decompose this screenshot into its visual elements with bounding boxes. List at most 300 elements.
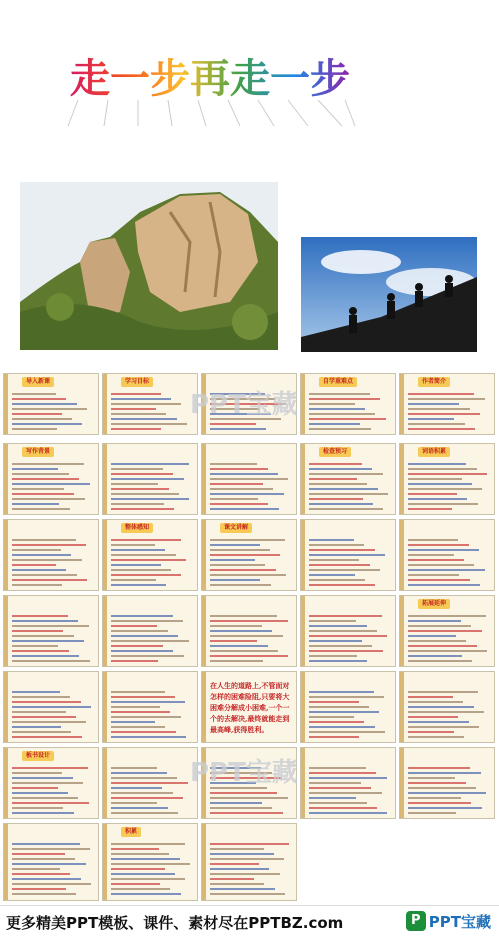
slide-thumbnail[interactable] bbox=[102, 595, 198, 667]
title-reflection bbox=[68, 100, 355, 126]
slide-text-line bbox=[309, 473, 383, 475]
slide-thumbnail[interactable] bbox=[3, 595, 99, 667]
slide-border-bar bbox=[103, 672, 107, 742]
slide-text-line bbox=[408, 508, 452, 510]
slide-text-line bbox=[309, 812, 387, 814]
watermark: PPT宝藏 bbox=[190, 390, 298, 420]
slide-text-line bbox=[12, 408, 87, 410]
slide-text-line bbox=[12, 853, 65, 855]
slide-text-line bbox=[210, 498, 258, 500]
slide-text-line bbox=[309, 706, 369, 708]
slide-text-line bbox=[111, 716, 181, 718]
slide-text-line bbox=[408, 463, 466, 465]
slide-text-line bbox=[210, 660, 263, 662]
slide-border-bar bbox=[4, 824, 8, 900]
slide-text-line bbox=[111, 584, 166, 586]
slide-text-line bbox=[12, 625, 89, 627]
slide-text-line bbox=[210, 630, 272, 632]
slide-border-bar bbox=[4, 596, 8, 666]
slide-text-line bbox=[12, 701, 81, 703]
slide-border-bar bbox=[103, 596, 107, 666]
slide-body-text bbox=[111, 688, 191, 738]
slide-text-line bbox=[309, 503, 373, 505]
slide-border-bar bbox=[103, 444, 107, 514]
slide-text-line bbox=[12, 463, 84, 465]
slide-border-bar bbox=[103, 824, 107, 900]
slide-text-line bbox=[210, 625, 262, 627]
slide-text-line bbox=[309, 498, 363, 500]
slide-text-line bbox=[111, 843, 185, 845]
slide-text-line bbox=[12, 630, 63, 632]
slide-text-line bbox=[210, 848, 264, 850]
slide-thumbnail[interactable] bbox=[201, 823, 297, 901]
slide-text-line bbox=[111, 539, 181, 541]
slide-caption: 课文讲解 bbox=[220, 523, 252, 533]
slide-text-line bbox=[111, 706, 160, 708]
slide-border-bar bbox=[301, 596, 305, 666]
slide-text-line bbox=[309, 731, 385, 733]
slide-text-line bbox=[408, 782, 466, 784]
slide-text-line bbox=[210, 478, 288, 480]
slide-text-line bbox=[408, 488, 482, 490]
slide-text-line bbox=[12, 393, 56, 395]
footer-bar bbox=[0, 905, 499, 936]
slide-body-text bbox=[111, 390, 191, 430]
slide-text-line bbox=[309, 508, 383, 510]
slide-text-line bbox=[111, 408, 156, 410]
slide-text-line bbox=[309, 792, 382, 794]
slide-text-line bbox=[309, 782, 361, 784]
slide-text-line bbox=[210, 544, 260, 546]
slide-text-line bbox=[111, 721, 155, 723]
slide-text-line bbox=[111, 888, 170, 890]
slide-text-line bbox=[210, 853, 274, 855]
slide-text-line bbox=[12, 488, 64, 490]
slide-border-bar bbox=[202, 672, 206, 742]
slide-text-line bbox=[210, 650, 278, 652]
slide-text-line bbox=[309, 403, 355, 405]
slide-text-line bbox=[309, 625, 367, 627]
slide-text-line bbox=[309, 736, 359, 738]
hikers-photo bbox=[301, 237, 477, 352]
slide-text-line bbox=[111, 787, 162, 789]
slide-text-line bbox=[408, 620, 461, 622]
slide-text-line bbox=[12, 403, 77, 405]
slide-text-line bbox=[309, 574, 355, 576]
slide-text-line bbox=[111, 807, 168, 809]
slide-text-line bbox=[12, 650, 69, 652]
slide-thumbnail[interactable] bbox=[3, 823, 99, 901]
slide-thumbnail[interactable] bbox=[3, 443, 99, 515]
slide-text-line bbox=[408, 660, 472, 662]
slide-text-line bbox=[210, 539, 285, 541]
slide-text-line bbox=[309, 418, 386, 420]
slide-text-line bbox=[210, 858, 284, 860]
slide-text-line bbox=[210, 797, 288, 799]
slide-text-line bbox=[12, 428, 57, 430]
slide-text-line bbox=[111, 650, 173, 652]
slide-text-line bbox=[408, 731, 454, 733]
slide-text-line bbox=[111, 393, 161, 395]
slide-text-line bbox=[309, 423, 360, 425]
slide-text-line bbox=[12, 772, 62, 774]
slide-border-bar bbox=[301, 748, 305, 818]
slide-text-line bbox=[408, 797, 461, 799]
slide-caption: 板书设计 bbox=[22, 751, 54, 761]
slide-text-line bbox=[309, 483, 367, 485]
slide-thumbnail[interactable] bbox=[399, 373, 495, 435]
slide-text-line bbox=[12, 736, 82, 738]
slide-text-line bbox=[12, 413, 62, 415]
slide-thumbnail[interactable] bbox=[399, 671, 495, 743]
slide-body-text bbox=[12, 840, 92, 896]
slide-thumbnail[interactable] bbox=[102, 443, 198, 515]
slide-text-line bbox=[111, 413, 166, 415]
slide-text-line bbox=[309, 655, 357, 657]
slide-text-line bbox=[309, 398, 380, 400]
slide-border-bar bbox=[301, 672, 305, 742]
slide-thumbnail[interactable] bbox=[300, 519, 396, 591]
slide-border-bar bbox=[400, 444, 404, 514]
footer-text[interactable]: 更多精美PPT模板、课件、素材尽在PPTBZ.com bbox=[6, 914, 344, 932]
slide-body-text bbox=[12, 612, 92, 662]
slide-text-line bbox=[12, 767, 88, 769]
logo-text: PPT宝藏 bbox=[428, 912, 491, 931]
slide-body-text bbox=[309, 688, 389, 738]
slide-text-line bbox=[111, 848, 159, 850]
slide-border-bar bbox=[301, 444, 305, 514]
slide-text-line bbox=[12, 777, 73, 779]
slide-border-bar bbox=[202, 824, 206, 900]
slide-text-line bbox=[111, 478, 184, 480]
slide-text-line bbox=[111, 696, 175, 698]
slide-thumbnail[interactable] bbox=[201, 443, 297, 515]
slide-body-text bbox=[309, 390, 389, 430]
footer-logo[interactable] bbox=[406, 911, 491, 931]
slide-text-line bbox=[111, 625, 157, 627]
slide-text-line bbox=[111, 873, 175, 875]
slide-body-text bbox=[210, 536, 290, 586]
slide-text-line bbox=[210, 802, 262, 804]
slide-border-bar bbox=[202, 596, 206, 666]
slide-text-line bbox=[111, 802, 157, 804]
slide-caption: 检查预习 bbox=[319, 447, 351, 457]
slide-border-bar bbox=[4, 444, 8, 514]
slide-text-line bbox=[210, 893, 285, 895]
slide-text-line bbox=[210, 640, 257, 642]
slide-text-line bbox=[12, 574, 77, 576]
slide-body-text bbox=[12, 460, 92, 510]
slide-text-line bbox=[111, 691, 165, 693]
slide-text-line bbox=[309, 716, 354, 718]
slide-text-line bbox=[408, 711, 484, 713]
slide-text-line bbox=[111, 508, 174, 510]
slide-text-line bbox=[12, 843, 80, 845]
slide-text-line bbox=[12, 645, 58, 647]
slide-text-line bbox=[12, 478, 79, 480]
slide-text-line bbox=[210, 473, 278, 475]
slide-text-line bbox=[111, 423, 187, 425]
slide-text-line bbox=[408, 423, 465, 425]
slide-text-line bbox=[12, 398, 66, 400]
slide-text-line bbox=[408, 630, 482, 632]
slide-body-text bbox=[12, 688, 92, 738]
slide-text-line bbox=[111, 630, 168, 632]
slide-text-line bbox=[408, 418, 454, 420]
slide-text-line bbox=[309, 772, 376, 774]
slide-text-line bbox=[210, 878, 254, 880]
slide-text-line bbox=[12, 483, 90, 485]
slide-text-line bbox=[408, 493, 457, 495]
slide-text-line bbox=[408, 564, 474, 566]
slide-text-line bbox=[111, 731, 176, 733]
slide-thumbnail[interactable] bbox=[102, 373, 198, 435]
slide-thumbnail[interactable] bbox=[102, 671, 198, 743]
slide-text-line bbox=[111, 772, 167, 774]
slide-text-line bbox=[309, 615, 382, 617]
slide-text-line bbox=[210, 620, 288, 622]
slide-text-line bbox=[12, 721, 86, 723]
slide-thumbnail-grid bbox=[0, 373, 499, 903]
slide-text-line bbox=[12, 549, 61, 551]
slide-text-line bbox=[111, 640, 189, 642]
slide-thumbnail[interactable] bbox=[399, 747, 495, 819]
slide-text-line bbox=[408, 473, 487, 475]
logo-badge-icon: P bbox=[406, 911, 426, 931]
slide-text-line bbox=[111, 554, 176, 556]
slide-text-line bbox=[309, 650, 383, 652]
slide-text-line bbox=[111, 701, 185, 703]
slide-text-line bbox=[12, 498, 85, 500]
slide-body-text bbox=[12, 764, 92, 814]
slide-text-line bbox=[12, 655, 79, 657]
slide-thumbnail[interactable] bbox=[300, 747, 396, 819]
slide-text-line bbox=[309, 635, 387, 637]
slide-text-line bbox=[210, 569, 276, 571]
slide-text-line bbox=[111, 574, 181, 576]
slide-text-line bbox=[309, 564, 370, 566]
slide-text-line bbox=[408, 635, 456, 637]
slide-text-line bbox=[408, 736, 464, 738]
slide-thumbnail[interactable] bbox=[3, 747, 99, 819]
slide-text-line bbox=[408, 413, 480, 415]
slide-text-line bbox=[111, 660, 158, 662]
slide-thumbnail[interactable] bbox=[399, 519, 495, 591]
slide-text-line bbox=[12, 660, 90, 662]
slide-body-text bbox=[111, 536, 191, 586]
slide-thumbnail[interactable] bbox=[300, 373, 396, 435]
slide-text-line bbox=[408, 498, 467, 500]
slide-text-line bbox=[12, 468, 58, 470]
slide-text-line bbox=[111, 635, 178, 637]
slide-text-line bbox=[309, 777, 387, 779]
slide-text-line bbox=[309, 549, 375, 551]
slide-text-line bbox=[408, 539, 458, 541]
slide-text-line bbox=[111, 615, 173, 617]
slide-text-line bbox=[12, 868, 60, 870]
slide-border-bar bbox=[4, 748, 8, 818]
slide-text-line bbox=[12, 554, 71, 556]
slide-text-line bbox=[210, 584, 271, 586]
slide-text-line bbox=[12, 716, 76, 718]
slide-text-line bbox=[210, 863, 259, 865]
slide-text-line bbox=[111, 797, 183, 799]
slide-body-text bbox=[210, 840, 290, 896]
slide-text-line bbox=[309, 579, 365, 581]
slide-border-bar bbox=[202, 444, 206, 514]
slide-body-text bbox=[12, 390, 92, 430]
slide-text-line bbox=[111, 868, 165, 870]
slide-border-bar bbox=[103, 748, 107, 818]
slide-thumbnail[interactable] bbox=[201, 671, 297, 743]
slide-caption: 导入新课 bbox=[22, 377, 54, 387]
slide-body-text bbox=[111, 764, 191, 814]
slide-thumbnail[interactable] bbox=[3, 373, 99, 435]
slide-text-line bbox=[408, 478, 462, 480]
slide-text-line bbox=[12, 812, 74, 814]
slide-text-line bbox=[210, 792, 277, 794]
slide-body-text bbox=[111, 612, 191, 662]
slide-body-text bbox=[309, 612, 389, 662]
slide-text-line bbox=[309, 478, 357, 480]
slide-thumbnail[interactable] bbox=[3, 519, 99, 591]
cover-slide bbox=[0, 0, 499, 372]
slide-text-line bbox=[210, 873, 280, 875]
slide-text-line bbox=[309, 559, 359, 561]
slide-text-line bbox=[309, 630, 377, 632]
slide-thumbnail[interactable] bbox=[102, 823, 198, 901]
slide-text-line bbox=[12, 706, 91, 708]
slide-text-line bbox=[210, 807, 272, 809]
slide-text-line bbox=[408, 468, 477, 470]
slide-text-line bbox=[408, 655, 462, 657]
slide-text-line bbox=[210, 559, 255, 561]
slide-text-line bbox=[12, 893, 76, 895]
slide-text-line bbox=[12, 418, 72, 420]
slide-text-line bbox=[111, 792, 173, 794]
slide-border-bar bbox=[4, 672, 8, 742]
slide-thumbnail[interactable] bbox=[399, 443, 495, 515]
closing-poem: 在人生的道路上,不管面对怎样的困难险阻,只要将大困难分解成小困难,一个一个的去解决,最终就能走到最高峰,获得胜利。 bbox=[210, 681, 290, 734]
slide-border-bar bbox=[202, 520, 206, 590]
slide-body-text bbox=[408, 688, 488, 738]
slide-text-line bbox=[111, 498, 189, 500]
slide-text-line bbox=[309, 787, 371, 789]
slide-text-line bbox=[408, 483, 472, 485]
slide-text-line bbox=[309, 767, 366, 769]
slide-text-line bbox=[408, 549, 479, 551]
slide-border-bar bbox=[301, 520, 305, 590]
slide-body-text bbox=[111, 840, 191, 896]
slide-thumbnail[interactable] bbox=[300, 443, 396, 515]
slide-text-line bbox=[111, 549, 165, 551]
slide-text-line bbox=[408, 398, 485, 400]
slide-text-line bbox=[309, 539, 354, 541]
slide-text-line bbox=[111, 858, 180, 860]
slide-text-line bbox=[12, 584, 62, 586]
slide-text-line bbox=[408, 569, 485, 571]
slide-thumbnail[interactable] bbox=[300, 671, 396, 743]
slide-text-line bbox=[12, 858, 75, 860]
slide-body-text bbox=[309, 460, 389, 510]
slide-text-line bbox=[12, 544, 86, 546]
slide-text-line bbox=[408, 554, 454, 556]
slide-text-line bbox=[12, 579, 87, 581]
slide-text-line bbox=[210, 843, 289, 845]
slide-caption: 词语积累 bbox=[418, 447, 450, 457]
slide-text-line bbox=[111, 493, 179, 495]
slide-thumbnail[interactable] bbox=[3, 671, 99, 743]
slide-thumbnail[interactable] bbox=[201, 595, 297, 667]
slide-text-line bbox=[12, 508, 70, 510]
slide-thumbnail[interactable] bbox=[201, 519, 297, 591]
slide-text-line bbox=[210, 483, 263, 485]
slide-text-line bbox=[309, 807, 377, 809]
slide-text-line bbox=[111, 726, 165, 728]
slide-text-line bbox=[408, 428, 475, 430]
slide-text-line bbox=[408, 701, 463, 703]
slide-text-line bbox=[12, 787, 58, 789]
slide-text-line bbox=[210, 488, 273, 490]
slide-text-line bbox=[309, 413, 375, 415]
slide-text-line bbox=[111, 398, 171, 400]
slide-text-line bbox=[408, 691, 478, 693]
slide-text-line bbox=[210, 463, 257, 465]
slide-text-line bbox=[210, 554, 280, 556]
slide-text-line bbox=[408, 706, 474, 708]
slide-text-line bbox=[111, 418, 177, 420]
slide-text-line bbox=[12, 640, 84, 642]
slide-thumbnail[interactable] bbox=[300, 595, 396, 667]
slide-text-line bbox=[210, 508, 279, 510]
slide-body-text bbox=[408, 460, 488, 510]
slide-text-line bbox=[12, 792, 68, 794]
slide-border-bar bbox=[400, 596, 404, 666]
slide-text-line bbox=[210, 615, 277, 617]
slide-border-bar bbox=[400, 520, 404, 590]
slide-thumbnail[interactable] bbox=[102, 747, 198, 819]
slide-text-line bbox=[309, 569, 380, 571]
slide-text-line bbox=[111, 564, 161, 566]
slide-text-line bbox=[111, 736, 186, 738]
slide-body-text bbox=[111, 460, 191, 510]
slide-text-line bbox=[408, 544, 469, 546]
slide-thumbnail[interactable] bbox=[399, 595, 495, 667]
slide-text-line bbox=[111, 468, 163, 470]
slide-text-line bbox=[111, 544, 155, 546]
slide-text-line bbox=[408, 802, 471, 804]
slide-caption: 拓展延伸 bbox=[418, 599, 450, 609]
slide-caption: 作者简介 bbox=[418, 377, 450, 387]
slide-text-line bbox=[12, 802, 89, 804]
slide-text-line bbox=[309, 544, 364, 546]
slide-text-line bbox=[12, 883, 91, 885]
slide-text-line bbox=[408, 772, 481, 774]
slide-border-bar bbox=[103, 374, 107, 434]
slide-text-line bbox=[309, 797, 356, 799]
slide-text-line bbox=[111, 711, 170, 713]
slide-text-line bbox=[210, 655, 288, 657]
slide-body-text bbox=[408, 612, 488, 662]
slide-thumbnail[interactable] bbox=[102, 519, 198, 591]
slide-body-text bbox=[309, 764, 389, 814]
slide-body-text bbox=[408, 390, 488, 430]
slide-text-line bbox=[12, 493, 74, 495]
slide-text-line bbox=[408, 393, 474, 395]
slide-text-line bbox=[210, 493, 284, 495]
slide-text-line bbox=[111, 620, 183, 622]
slide-text-line bbox=[309, 554, 385, 556]
